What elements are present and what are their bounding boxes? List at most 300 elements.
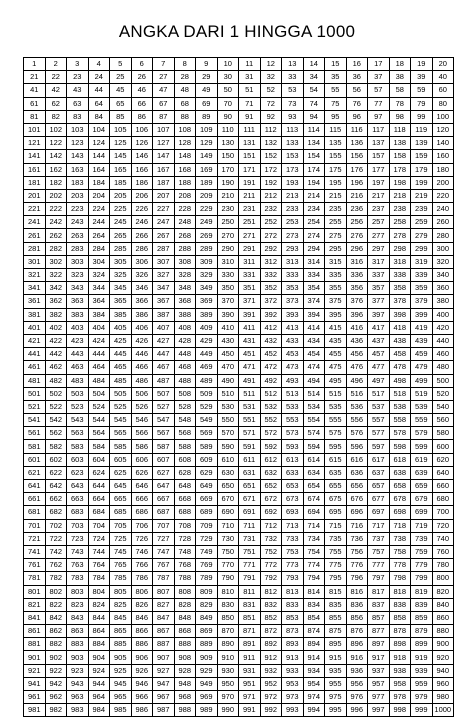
number-cell: 534	[303, 400, 325, 413]
number-cell: 183	[67, 176, 89, 189]
number-cell: 771	[239, 559, 261, 572]
number-cell: 195	[325, 176, 347, 189]
number-cell: 437	[368, 334, 390, 347]
number-cell: 785	[110, 572, 132, 585]
number-cell: 950	[217, 677, 239, 690]
number-cell: 44	[88, 84, 110, 97]
number-cell: 362	[45, 295, 67, 308]
number-cell: 553	[282, 414, 304, 427]
number-cell: 515	[325, 387, 347, 400]
number-cell: 870	[217, 625, 239, 638]
number-cell: 617	[368, 453, 390, 466]
number-cell: 684	[88, 506, 110, 519]
number-cell: 383	[67, 308, 89, 321]
number-cell: 522	[45, 400, 67, 413]
number-cell: 742	[45, 545, 67, 558]
number-cell: 102	[45, 123, 67, 136]
number-cell: 707	[153, 519, 175, 532]
number-cell: 665	[110, 493, 132, 506]
grid-row	[24, 559, 454, 572]
number-cell: 781	[24, 572, 46, 585]
number-cell: 992	[260, 704, 282, 717]
number-cell: 427	[153, 334, 175, 347]
number-cell: 292	[260, 242, 282, 255]
number-cell: 20	[432, 58, 454, 71]
grid-row	[24, 519, 454, 532]
number-cell: 186	[131, 176, 153, 189]
number-cell: 844	[88, 611, 110, 624]
number-cell: 423	[67, 334, 89, 347]
number-cell: 581	[24, 440, 46, 453]
number-cell: 603	[67, 453, 89, 466]
number-cell: 375	[325, 295, 347, 308]
number-cell: 917	[368, 651, 390, 664]
number-cell: 869	[196, 625, 218, 638]
number-cell: 239	[411, 203, 433, 216]
number-cell: 521	[24, 400, 46, 413]
number-cell: 852	[260, 611, 282, 624]
number-cell: 52	[260, 84, 282, 97]
number-cell: 930	[217, 664, 239, 677]
number-cell: 556	[346, 414, 368, 427]
number-cell: 93	[282, 110, 304, 123]
number-cell: 144	[88, 150, 110, 163]
number-cell: 631	[239, 466, 261, 479]
number-cell: 892	[260, 638, 282, 651]
number-cell: 143	[67, 150, 89, 163]
number-cell: 762	[45, 559, 67, 572]
number-cell: 717	[368, 519, 390, 532]
number-cell: 119	[411, 123, 433, 136]
number-cell: 812	[260, 585, 282, 598]
number-cell: 349	[196, 282, 218, 295]
grid-row	[24, 308, 454, 321]
number-cell: 908	[174, 651, 196, 664]
number-cell: 224	[88, 203, 110, 216]
grid-row	[24, 572, 454, 585]
number-cell: 348	[174, 282, 196, 295]
number-cell: 336	[346, 269, 368, 282]
number-cell: 337	[368, 269, 390, 282]
grid-row	[24, 348, 454, 361]
number-cell: 649	[196, 480, 218, 493]
number-cell: 260	[432, 216, 454, 229]
number-cell: 783	[67, 572, 89, 585]
number-cell: 261	[24, 229, 46, 242]
number-cell: 986	[131, 704, 153, 717]
number-cell: 832	[260, 598, 282, 611]
number-cell: 109	[196, 123, 218, 136]
number-cell: 82	[45, 110, 67, 123]
number-cell: 254	[303, 216, 325, 229]
number-cell: 666	[131, 493, 153, 506]
grid-row	[24, 269, 454, 282]
number-cell: 75	[325, 97, 347, 110]
number-cell: 648	[174, 480, 196, 493]
number-cell: 766	[131, 559, 153, 572]
number-cell: 728	[174, 532, 196, 545]
number-cell: 990	[217, 704, 239, 717]
number-cell: 145	[110, 150, 132, 163]
number-cell: 315	[325, 255, 347, 268]
number-cell: 815	[325, 585, 347, 598]
number-cell: 779	[411, 559, 433, 572]
number-cell: 979	[411, 691, 433, 704]
number-cell: 793	[282, 572, 304, 585]
number-cell: 692	[260, 506, 282, 519]
number-cell: 778	[389, 559, 411, 572]
number-cell: 462	[45, 361, 67, 374]
number-cell: 370	[217, 295, 239, 308]
grid-row	[24, 216, 454, 229]
number-cell: 309	[196, 255, 218, 268]
number-cell: 813	[282, 585, 304, 598]
number-cell: 838	[389, 598, 411, 611]
number-cell: 925	[110, 664, 132, 677]
number-cell: 5	[110, 58, 132, 71]
number-cell: 968	[174, 691, 196, 704]
number-cell: 836	[346, 598, 368, 611]
number-cell: 965	[110, 691, 132, 704]
number-cell: 842	[45, 611, 67, 624]
number-cell: 615	[325, 453, 347, 466]
grid-row	[24, 453, 454, 466]
number-cell: 514	[303, 387, 325, 400]
number-cell: 551	[239, 414, 261, 427]
number-cell: 568	[174, 427, 196, 440]
number-cell: 542	[45, 414, 67, 427]
number-cell: 90	[217, 110, 239, 123]
number-cell: 288	[174, 242, 196, 255]
number-cell: 395	[325, 308, 347, 321]
number-cell: 247	[153, 216, 175, 229]
number-cell: 572	[260, 427, 282, 440]
number-cell: 282	[45, 242, 67, 255]
number-cell: 914	[303, 651, 325, 664]
grid-row	[24, 137, 454, 150]
number-cell: 989	[196, 704, 218, 717]
number-cell: 745	[110, 545, 132, 558]
number-cell: 136	[346, 137, 368, 150]
number-cell: 769	[196, 559, 218, 572]
number-cell: 940	[432, 664, 454, 677]
number-cell: 454	[303, 348, 325, 361]
number-cell: 298	[389, 242, 411, 255]
number-cell: 19	[411, 58, 433, 71]
number-cell: 959	[411, 677, 433, 690]
number-cell: 508	[174, 387, 196, 400]
number-cell: 41	[24, 84, 46, 97]
number-cell: 460	[432, 348, 454, 361]
number-cell: 341	[24, 282, 46, 295]
number-cell: 113	[282, 123, 304, 136]
number-cell: 994	[303, 704, 325, 717]
number-cell: 205	[110, 189, 132, 202]
number-cell: 363	[67, 295, 89, 308]
number-cell: 243	[67, 216, 89, 229]
number-cell: 550	[217, 414, 239, 427]
number-cell: 667	[153, 493, 175, 506]
number-cell: 262	[45, 229, 67, 242]
grid-row	[24, 493, 454, 506]
number-cell: 987	[153, 704, 175, 717]
number-cell: 444	[88, 348, 110, 361]
number-cell: 903	[67, 651, 89, 664]
number-cell: 983	[67, 704, 89, 717]
number-cell: 570	[217, 427, 239, 440]
number-cell: 919	[411, 651, 433, 664]
number-cell: 784	[88, 572, 110, 585]
number-cell: 552	[260, 414, 282, 427]
number-cell: 831	[239, 598, 261, 611]
number-cell: 677	[368, 493, 390, 506]
number-cell: 283	[67, 242, 89, 255]
number-cell: 984	[88, 704, 110, 717]
grid-row	[24, 229, 454, 242]
number-cell: 585	[110, 440, 132, 453]
number-cell: 716	[346, 519, 368, 532]
number-cell: 886	[131, 638, 153, 651]
number-cell: 724	[88, 532, 110, 545]
number-cell: 146	[131, 150, 153, 163]
number-cell: 697	[368, 506, 390, 519]
number-cell: 25	[110, 71, 132, 84]
number-cell: 263	[67, 229, 89, 242]
number-cell: 111	[239, 123, 261, 136]
number-cell: 458	[389, 348, 411, 361]
number-cell: 215	[325, 189, 347, 202]
number-cell: 756	[346, 545, 368, 558]
number-cell: 259	[411, 216, 433, 229]
number-cell: 412	[260, 321, 282, 334]
number-cell: 875	[325, 625, 347, 638]
number-cell: 701	[24, 519, 46, 532]
number-cell: 924	[88, 664, 110, 677]
number-cell: 67	[153, 97, 175, 110]
number-cell: 101	[24, 123, 46, 136]
number-cell: 528	[174, 400, 196, 413]
number-cell: 182	[45, 176, 67, 189]
number-cell: 189	[196, 176, 218, 189]
number-cell: 962	[45, 691, 67, 704]
number-cell: 920	[432, 651, 454, 664]
number-cell: 958	[389, 677, 411, 690]
number-cell: 266	[131, 229, 153, 242]
number-cell: 256	[346, 216, 368, 229]
number-cell: 850	[217, 611, 239, 624]
number-cell: 674	[303, 493, 325, 506]
number-cell: 746	[131, 545, 153, 558]
number-cell: 434	[303, 334, 325, 347]
number-cell: 705	[110, 519, 132, 532]
number-cell: 291	[239, 242, 261, 255]
number-cell: 290	[217, 242, 239, 255]
number-cell: 393	[282, 308, 304, 321]
number-cell: 493	[282, 374, 304, 387]
number-cell: 964	[88, 691, 110, 704]
number-cell: 541	[24, 414, 46, 427]
number-cell: 54	[303, 84, 325, 97]
number-cell: 12	[260, 58, 282, 71]
number-cell: 478	[389, 361, 411, 374]
number-cell: 687	[153, 506, 175, 519]
number-cell: 439	[411, 334, 433, 347]
number-cell: 365	[110, 295, 132, 308]
number-cell: 548	[174, 414, 196, 427]
number-cell: 690	[217, 506, 239, 519]
number-cell: 713	[282, 519, 304, 532]
number-cell: 613	[282, 453, 304, 466]
number-cell: 162	[45, 163, 67, 176]
number-cell: 326	[131, 269, 153, 282]
number-cell: 754	[303, 545, 325, 558]
grid-row	[24, 480, 454, 493]
number-cell: 297	[368, 242, 390, 255]
number-cell: 409	[196, 321, 218, 334]
number-cell: 845	[110, 611, 132, 624]
grid-row	[24, 321, 454, 334]
number-cell: 450	[217, 348, 239, 361]
number-cell: 251	[239, 216, 261, 229]
number-cell: 672	[260, 493, 282, 506]
number-cell: 941	[24, 677, 46, 690]
number-cell: 497	[368, 374, 390, 387]
number-cell: 558	[389, 414, 411, 427]
number-cell: 973	[282, 691, 304, 704]
number-cell: 847	[153, 611, 175, 624]
number-cell: 910	[217, 651, 239, 664]
number-cell: 871	[239, 625, 261, 638]
number-cell: 250	[217, 216, 239, 229]
number-cell: 221	[24, 203, 46, 216]
number-cell: 140	[432, 137, 454, 150]
number-cell: 494	[303, 374, 325, 387]
number-cell: 922	[45, 664, 67, 677]
number-cell: 638	[389, 466, 411, 479]
number-cell: 904	[88, 651, 110, 664]
number-cell: 132	[260, 137, 282, 150]
number-cell: 10	[217, 58, 239, 71]
number-cell: 817	[368, 585, 390, 598]
grid-row	[24, 255, 454, 268]
number-cell: 546	[131, 414, 153, 427]
number-cell: 502	[45, 387, 67, 400]
number-cell: 483	[67, 374, 89, 387]
number-cell: 116	[346, 123, 368, 136]
number-cell: 621	[24, 466, 46, 479]
number-cell: 432	[260, 334, 282, 347]
number-cell: 357	[368, 282, 390, 295]
number-cell: 706	[131, 519, 153, 532]
number-cell: 710	[217, 519, 239, 532]
number-cell: 721	[24, 532, 46, 545]
number-cell: 652	[260, 480, 282, 493]
grid-row	[24, 361, 454, 374]
number-cell: 416	[346, 321, 368, 334]
number-cell: 34	[303, 71, 325, 84]
number-cell: 85	[110, 110, 132, 123]
number-cell: 955	[325, 677, 347, 690]
grid-row	[24, 532, 454, 545]
number-cell: 158	[389, 150, 411, 163]
number-cell: 87	[153, 110, 175, 123]
number-cell: 945	[110, 677, 132, 690]
number-cell: 752	[260, 545, 282, 558]
number-cell: 799	[411, 572, 433, 585]
number-cell: 270	[217, 229, 239, 242]
number-cell: 391	[239, 308, 261, 321]
number-cell: 605	[110, 453, 132, 466]
number-cell: 83	[67, 110, 89, 123]
number-cell: 587	[153, 440, 175, 453]
number-cell: 435	[325, 334, 347, 347]
number-cell: 956	[346, 677, 368, 690]
number-cell: 413	[282, 321, 304, 334]
number-cell: 670	[217, 493, 239, 506]
number-cell: 64	[88, 97, 110, 110]
number-cell: 963	[67, 691, 89, 704]
number-cell: 279	[411, 229, 433, 242]
number-cell: 32	[260, 71, 282, 84]
number-cell: 382	[45, 308, 67, 321]
number-cell: 737	[368, 532, 390, 545]
number-cell: 763	[67, 559, 89, 572]
number-cell: 289	[196, 242, 218, 255]
number-cell: 30	[217, 71, 239, 84]
number-cell: 213	[282, 189, 304, 202]
number-cell: 217	[368, 189, 390, 202]
number-cell: 929	[196, 664, 218, 677]
number-cell: 997	[368, 704, 390, 717]
number-cell: 404	[88, 321, 110, 334]
number-cell: 820	[432, 585, 454, 598]
number-cell: 301	[24, 255, 46, 268]
number-cell: 636	[346, 466, 368, 479]
number-cell: 600	[432, 440, 454, 453]
number-cell: 559	[411, 414, 433, 427]
number-cell: 694	[303, 506, 325, 519]
number-cell: 773	[282, 559, 304, 572]
number-cell: 809	[196, 585, 218, 598]
number-cell: 422	[45, 334, 67, 347]
number-cell: 591	[239, 440, 261, 453]
number-cell: 468	[174, 361, 196, 374]
number-cell: 91	[239, 110, 261, 123]
number-cell: 139	[411, 137, 433, 150]
number-cell: 264	[88, 229, 110, 242]
number-cell: 358	[389, 282, 411, 295]
number-cell: 418	[389, 321, 411, 334]
number-cell: 487	[153, 374, 175, 387]
number-cell: 107	[153, 123, 175, 136]
number-cell: 512	[260, 387, 282, 400]
number-cell: 782	[45, 572, 67, 585]
number-cell: 353	[282, 282, 304, 295]
number-cell: 208	[174, 189, 196, 202]
number-cell: 525	[110, 400, 132, 413]
number-cell: 133	[282, 137, 304, 150]
number-cell: 389	[196, 308, 218, 321]
grid-row	[24, 203, 454, 216]
number-cell: 467	[153, 361, 175, 374]
number-cell: 676	[346, 493, 368, 506]
number-cell: 461	[24, 361, 46, 374]
number-cell: 65	[110, 97, 132, 110]
number-cell: 702	[45, 519, 67, 532]
number-cell: 100	[432, 110, 454, 123]
number-cell: 688	[174, 506, 196, 519]
number-cell: 8	[174, 58, 196, 71]
